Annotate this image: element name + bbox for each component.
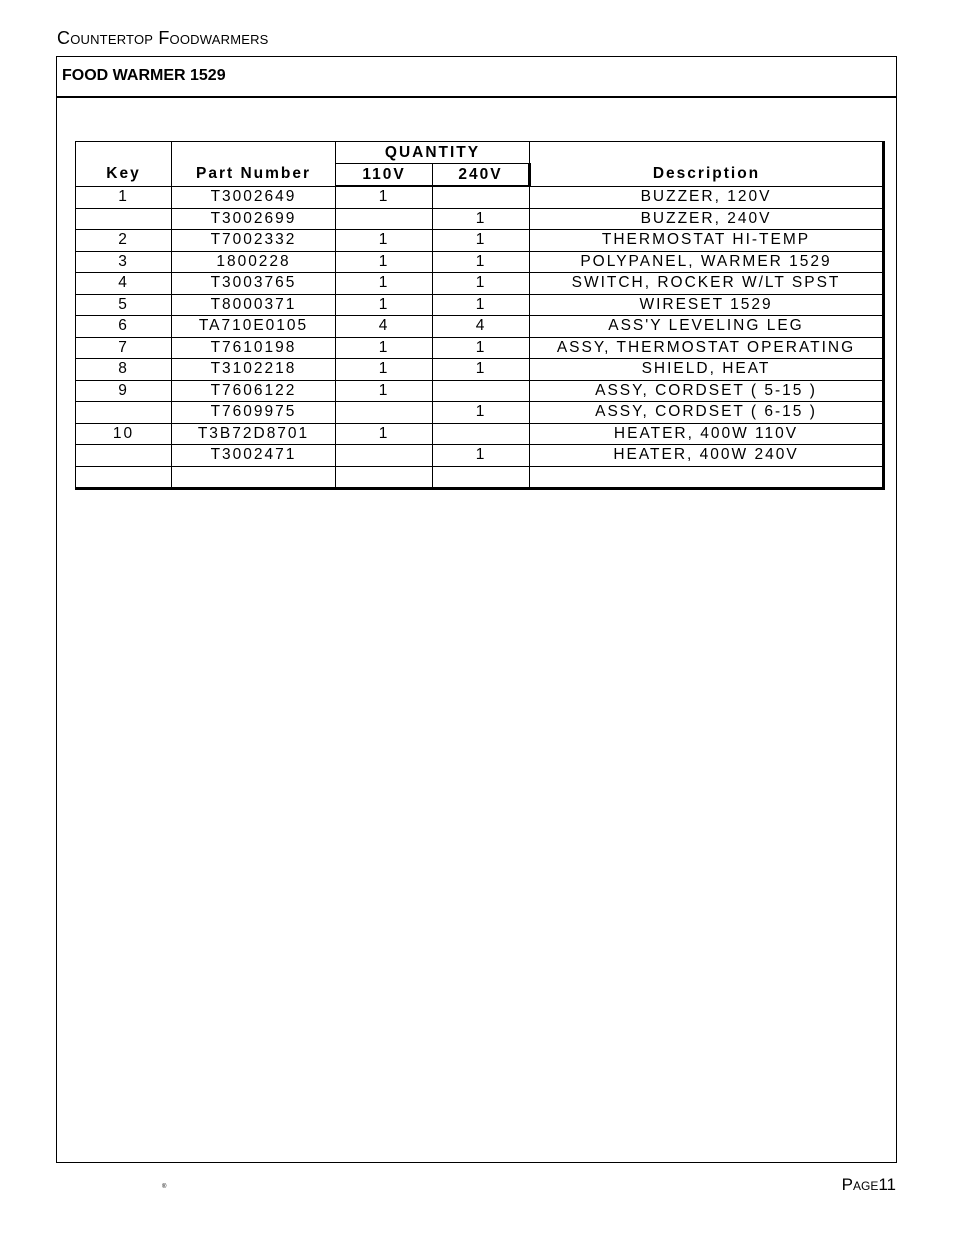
key-cell: 3 [76, 251, 172, 273]
key-cell: 5 [76, 294, 172, 316]
qty-240v-cell: 1 [433, 445, 530, 467]
qty-240v-header: 240V [433, 164, 530, 187]
table-row [76, 208, 884, 230]
part-number-cell: T3002649 [172, 186, 336, 208]
description-cell: HEATER, 400W 110V [530, 423, 884, 445]
table-row [76, 251, 884, 273]
description-cell: BUZZER, 120V [530, 186, 884, 208]
qty-240v-cell: 4 [433, 316, 530, 338]
table-row [76, 445, 884, 467]
part-number-cell: T7610198 [172, 337, 336, 359]
content-frame [56, 56, 897, 1163]
qty-110v-cell: 1 [336, 423, 433, 445]
description-cell [530, 466, 884, 489]
quantity-column-header: QUANTITY [336, 142, 530, 164]
part-number-cell: T3102218 [172, 359, 336, 381]
qty-240v-cell [433, 466, 530, 489]
qty-110v-cell: 1 [336, 251, 433, 273]
page-number: Page11 [841, 1175, 896, 1194]
description-cell: SHIELD, HEAT [530, 359, 884, 381]
key-cell [76, 466, 172, 489]
qty-110v-header: 110V [336, 164, 433, 187]
part-number-cell: T3B72D8701 [172, 423, 336, 445]
description-cell: THERMOSTAT HI-TEMP [530, 230, 884, 252]
table-row [76, 294, 884, 316]
registered-mark: ® [162, 1184, 167, 1190]
table-row [76, 337, 884, 359]
key-cell: 4 [76, 273, 172, 295]
table-row [76, 186, 884, 208]
qty-110v-cell: 1 [336, 337, 433, 359]
description-cell: ASS'Y LEVELING LEG [530, 316, 884, 338]
qty-110v-cell [336, 466, 433, 489]
table-header-row-top [76, 142, 884, 164]
qty-240v-cell: 1 [433, 402, 530, 424]
key-cell [76, 208, 172, 230]
part-number-cell: T7606122 [172, 380, 336, 402]
parts-table-body [76, 186, 884, 489]
qty-240v-cell: 1 [433, 230, 530, 252]
part-number-column-header: Part Number [172, 142, 336, 187]
qty-110v-cell: 1 [336, 380, 433, 402]
description-cell: POLYPANEL, WARMER 1529 [530, 251, 884, 273]
qty-240v-cell: 1 [433, 337, 530, 359]
table-row [76, 230, 884, 252]
qty-110v-cell: 4 [336, 316, 433, 338]
qty-240v-cell [433, 380, 530, 402]
qty-110v-cell: 1 [336, 186, 433, 208]
key-cell: 7 [76, 337, 172, 359]
section-header [57, 57, 896, 98]
key-cell: 1 [76, 186, 172, 208]
qty-240v-cell: 1 [433, 359, 530, 381]
qty-240v-cell: 1 [433, 294, 530, 316]
table-row [76, 402, 884, 424]
qty-240v-cell [433, 186, 530, 208]
description-cell: BUZZER, 240V [530, 208, 884, 230]
description-column-header: Description [530, 142, 884, 187]
description-cell: HEATER, 400W 240V [530, 445, 884, 467]
description-cell: WIRESET 1529 [530, 294, 884, 316]
qty-110v-cell: 1 [336, 294, 433, 316]
qty-240v-cell: 1 [433, 251, 530, 273]
key-cell [76, 402, 172, 424]
part-number-cell: T7609975 [172, 402, 336, 424]
part-number-cell: T8000371 [172, 294, 336, 316]
qty-110v-cell: 1 [336, 359, 433, 381]
part-number-cell: T7002332 [172, 230, 336, 252]
section-title: FOOD WARMER 1529 [62, 67, 226, 84]
qty-110v-cell [336, 402, 433, 424]
description-cell: ASSY, CORDSET ( 5-15 ) [530, 380, 884, 402]
description-cell: ASSY, THERMOSTAT OPERATING [530, 337, 884, 359]
qty-110v-cell [336, 208, 433, 230]
key-cell: 9 [76, 380, 172, 402]
table-row [76, 423, 884, 445]
qty-110v-cell [336, 445, 433, 467]
qty-110v-cell: 1 [336, 230, 433, 252]
description-cell: ASSY, CORDSET ( 6-15 ) [530, 402, 884, 424]
table-row [76, 359, 884, 381]
key-cell: 8 [76, 359, 172, 381]
qty-240v-cell: 1 [433, 273, 530, 295]
parts-table [75, 141, 885, 490]
table-row [76, 273, 884, 295]
table-row [76, 466, 884, 489]
qty-240v-cell [433, 423, 530, 445]
part-number-cell: 1800228 [172, 251, 336, 273]
key-column-header: Key [76, 142, 172, 187]
part-number-cell [172, 466, 336, 489]
qty-240v-cell: 1 [433, 208, 530, 230]
key-cell [76, 445, 172, 467]
part-number-cell: T3003765 [172, 273, 336, 295]
key-cell: 2 [76, 230, 172, 252]
qty-110v-cell: 1 [336, 273, 433, 295]
key-cell: 10 [76, 423, 172, 445]
key-cell: 6 [76, 316, 172, 338]
part-number-cell: T3002699 [172, 208, 336, 230]
table-row [76, 380, 884, 402]
table-row [76, 316, 884, 338]
document-title: Countertop Foodwarmers [57, 28, 269, 48]
description-cell: SWITCH, ROCKER W/LT SPST [530, 273, 884, 295]
part-number-cell: T3002471 [172, 445, 336, 467]
part-number-cell: TA710E0105 [172, 316, 336, 338]
